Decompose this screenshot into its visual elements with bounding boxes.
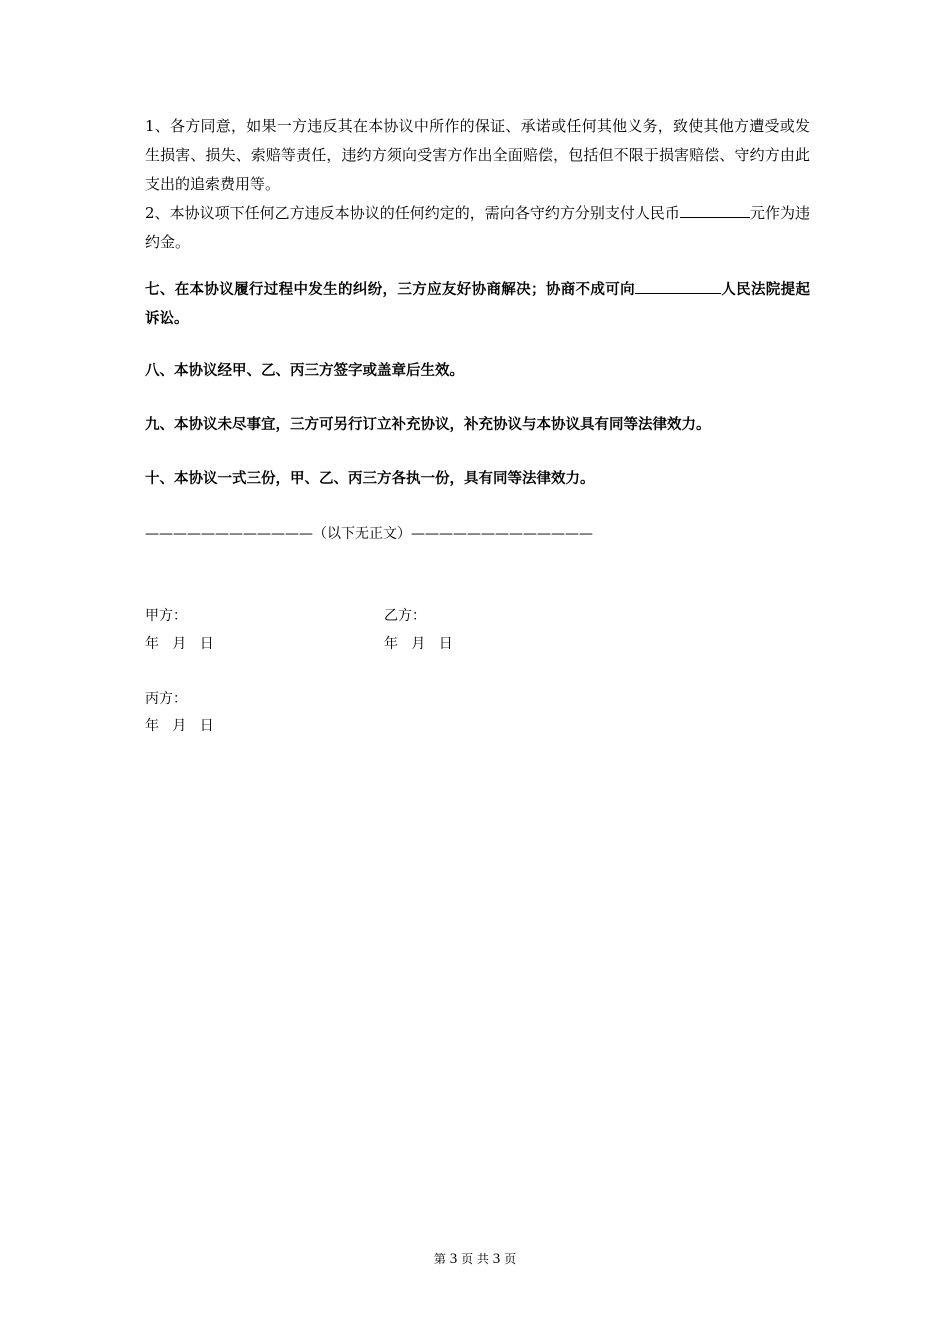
- clause-10-text: 十、本协议一式三份，甲、乙、丙三方各执一份，具有同等法律效力。: [145, 471, 595, 487]
- page-footer: [0, 1249, 950, 1269]
- footer-prefix: 第: [433, 1252, 446, 1266]
- clause-6-item-1: [145, 112, 810, 199]
- clause-6-item-2: [145, 199, 810, 257]
- clause-6-item-2-text: 2、本协议项下任何乙方违反本协议的任何约定的，需向各守约方分别支付人民币: [145, 204, 680, 222]
- court-name-blank: [635, 276, 721, 294]
- clause-8-text: 八、本协议经甲、乙、丙三方签字或盖章后生效。: [145, 363, 464, 379]
- clause-7: [145, 276, 810, 334]
- clause-7-text: 七、在本协议履行过程中发生的纠纷，三方应友好协商解决；协商不成可向: [145, 282, 635, 298]
- clause-8: [145, 357, 810, 386]
- clause-6-item-1-text: 1、各方同意，如果一方违反其在本协议中所作的保证、承诺或任何其他义务，致使其他方遭受或发生损害、损失、索赔等责任，违约方须向受害方作出全面赔偿，包括但不限于损害赔偿、守约方由此支出的追索费用等。: [145, 117, 810, 193]
- penalty-amount-blank: [680, 200, 750, 218]
- party-a-label: 甲方：: [145, 608, 187, 624]
- party-a-date: 年 月 日: [145, 636, 214, 652]
- total-pages-number: 3: [492, 1251, 501, 1267]
- party-b-label: 乙方：: [384, 608, 426, 624]
- footer-suffix: 页: [504, 1252, 517, 1266]
- current-page-number: 3: [449, 1251, 458, 1267]
- footer-middle: 页 共: [461, 1252, 489, 1266]
- clause-6-item-2-suffix: 元作为违约金。: [145, 204, 810, 251]
- clause-10: [145, 465, 810, 494]
- party-c-date: 年 月 日: [145, 718, 214, 734]
- clause-9-text: 九、本协议未尽事宜，三方可另行订立补充协议，补充协议与本协议具有同等法律效力。: [145, 417, 711, 433]
- party-b-date: 年 月 日: [384, 636, 453, 652]
- clause-7-suffix: 人民法院提起诉讼。: [145, 282, 810, 327]
- clause-9: [145, 411, 810, 440]
- party-c-label: 丙方：: [145, 691, 187, 707]
- end-of-text-divider: ————————————（以下无正文）—————————————: [145, 526, 593, 542]
